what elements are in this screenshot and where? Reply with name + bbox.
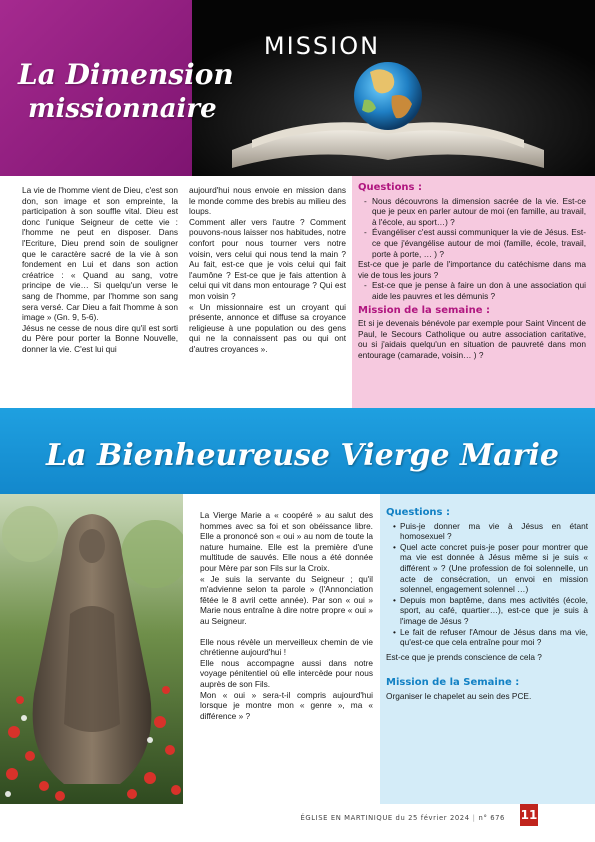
- section1-column-1: [22, 185, 178, 355]
- questions-heading: Questions :: [386, 507, 450, 518]
- statue-garden-illustration: [0, 494, 183, 804]
- list-item: • Puis-je donner ma vie à Jésus en étant homosexuel ?: [386, 521, 588, 542]
- questions-list: [358, 280, 586, 301]
- list-item: - Est-ce que je pense à faire un don à une association qui aide les pauvres et les démunis ?: [358, 280, 586, 301]
- paragraph: « Je suis la servante du Seigneur ; qu'il m'advienne selon ta parole » (l'Annonciation fêtée le 8 avril cette année). Par son « oui » Marie nous entraîne à dire notre propre « oui » au Seigneur.: [200, 573, 373, 626]
- paragraph: aujourd'hui nous envoie en mission dans le monde comme des brebis au milieu des loups.: [189, 185, 346, 217]
- mission-heading: Mission de la Semaine :: [386, 677, 520, 689]
- paragraph: Mon « oui » sera-t-il compris aujourd'hui lorsque je montre mon « genre », ma « différence » ?: [200, 689, 373, 721]
- question-paragraph: Est-ce que je parle de l'importance du catéchisme dans ma vie de tous les jours ?: [358, 259, 586, 280]
- list-item: - Nous découvrons la dimension sacrée de la vie. Est-ce que je peux en parler autour de moi (en famille, au travail, à l'école, au sport…) ?: [358, 196, 586, 228]
- section2-column-2: [386, 508, 588, 702]
- list-item: • Quel acte concret puis-je poser pour montrer que ma vie est donnée à Jésus même si je suis « différent » ? (Une profession de foi solennelle, un acte de consécration, un envoi en mission solennel, engagement solennel …): [386, 542, 588, 595]
- mission-paragraph: Et si je devenais bénévole par exemple pour Saint Vincent de Paul, le Secours Catholique ou autre association caritative, ou si j'aidais quelqu'un en situation de pauvreté dans mon entourage (camarade, voisin… ) ?: [358, 318, 586, 360]
- paragraph: Comment aller vers l'autre ? Comment pouvons-nous laisser nos habitudes, notre confort pour nous tourner vers notre voisin, vers celui qui nous tend la main ? Au fait, est-ce que je vois celui qui fait l'aumône ? Est-ce que je fais attention à celui qui vit dans mon entourage ? Qui est mon voisin ?: [189, 216, 346, 301]
- footer-publication: ÉGLISE EN MARTINIQUE du 25 février 2024 | n° 676: [300, 814, 505, 822]
- section1-title-line1: La Dimension: [18, 58, 234, 91]
- paragraph: La Vierge Marie a « coopéré » au salut des hommes avec sa foi et son obéissance libre. Elle a prononcé son « oui » au nom de toute la nature humaine. Elle est la première d'une multitude de sauvés. Elle nous a été donnée pour Mère par son Fils sur la Croix.: [200, 510, 373, 573]
- list-item: • Le fait de refuser l'Amour de Jésus dans ma vie, qu'est-ce que cela entraîne pour moi ?: [386, 627, 588, 648]
- publication-name: ÉGLISE EN MARTINIQUE du 25 février 2024: [300, 814, 470, 822]
- question-paragraph: Est-ce que je prends conscience de cela ?: [386, 651, 542, 662]
- mission-paragraph: Organiser le chapelet au sein des PCE.: [386, 690, 532, 701]
- list-item: • Depuis mon baptême, dans mes activités (école, sport, au café, quartier…), est-ce que je suis à l'image de Jésus ?: [386, 595, 588, 627]
- section1-title-line2: missionnaire: [28, 94, 217, 124]
- section1-column-3: [358, 183, 586, 361]
- mission-heading: Mission de la semaine :: [358, 304, 490, 316]
- questions-list: [358, 196, 586, 260]
- globe-book-illustration: [192, 0, 595, 176]
- virgin-mary-statue-photo: [0, 494, 183, 804]
- paragraph: « Un missionnaire est un croyant qui présente, annonce et diffuse sa croyance religieuse à une population ou des gens qui ne la connaissent pas ou qui ont d'autres croyances ».: [189, 301, 346, 354]
- section2-column-1: [200, 510, 373, 721]
- globe-on-book-photo: [192, 0, 595, 176]
- paragraph: Jésus ne cesse de nous dire qu'il est sorti du Père pour porter la Bonne Nouvelle, donner la vie. C'est lui qui: [22, 322, 178, 354]
- mission-photo-caption: MISSION: [263, 32, 381, 60]
- list-item: - Évangéliser c'est aussi communiquer la vie de Jésus. Est-ce que j'évangélise autour de moi (famille, école, travail, porte à porte, … ) ?: [358, 227, 586, 259]
- paragraph: Elle nous révèle un merveilleux chemin de vie chrétienne aujourd'hui !: [200, 636, 373, 658]
- page-number: 11: [520, 804, 538, 826]
- questions-list: [386, 521, 588, 648]
- issue-number: n° 676: [478, 814, 505, 822]
- section2-title: La Bienheureuse Vierge Marie: [46, 438, 559, 473]
- paragraph: La vie de l'homme vient de Dieu, c'est son don, son image et son empreinte, la participation à son souffle vital. Dieu est donc l'unique Seigneur de cette vie : l'homme ne peut en disposer. Dans l'Ecriture, Dieu prend soin de souligner que le caractère sacré de la vie à son fondement en Lui et dans son action créatrice : « Quand au sang, votre principe de vie… Si quelqu'un verse le sang de l'homme, par l'homme son sang sera versé. Car Dieu a fait l'homme à son image » (Gn. 9, 5-6).: [22, 185, 178, 323]
- paragraph: Elle nous accompagne aussi dans notre voyage pénitentiel où elle intercède pour nous auprès de son Fils.: [200, 657, 373, 689]
- section1-column-2: [189, 185, 346, 355]
- questions-heading: Questions :: [358, 182, 422, 193]
